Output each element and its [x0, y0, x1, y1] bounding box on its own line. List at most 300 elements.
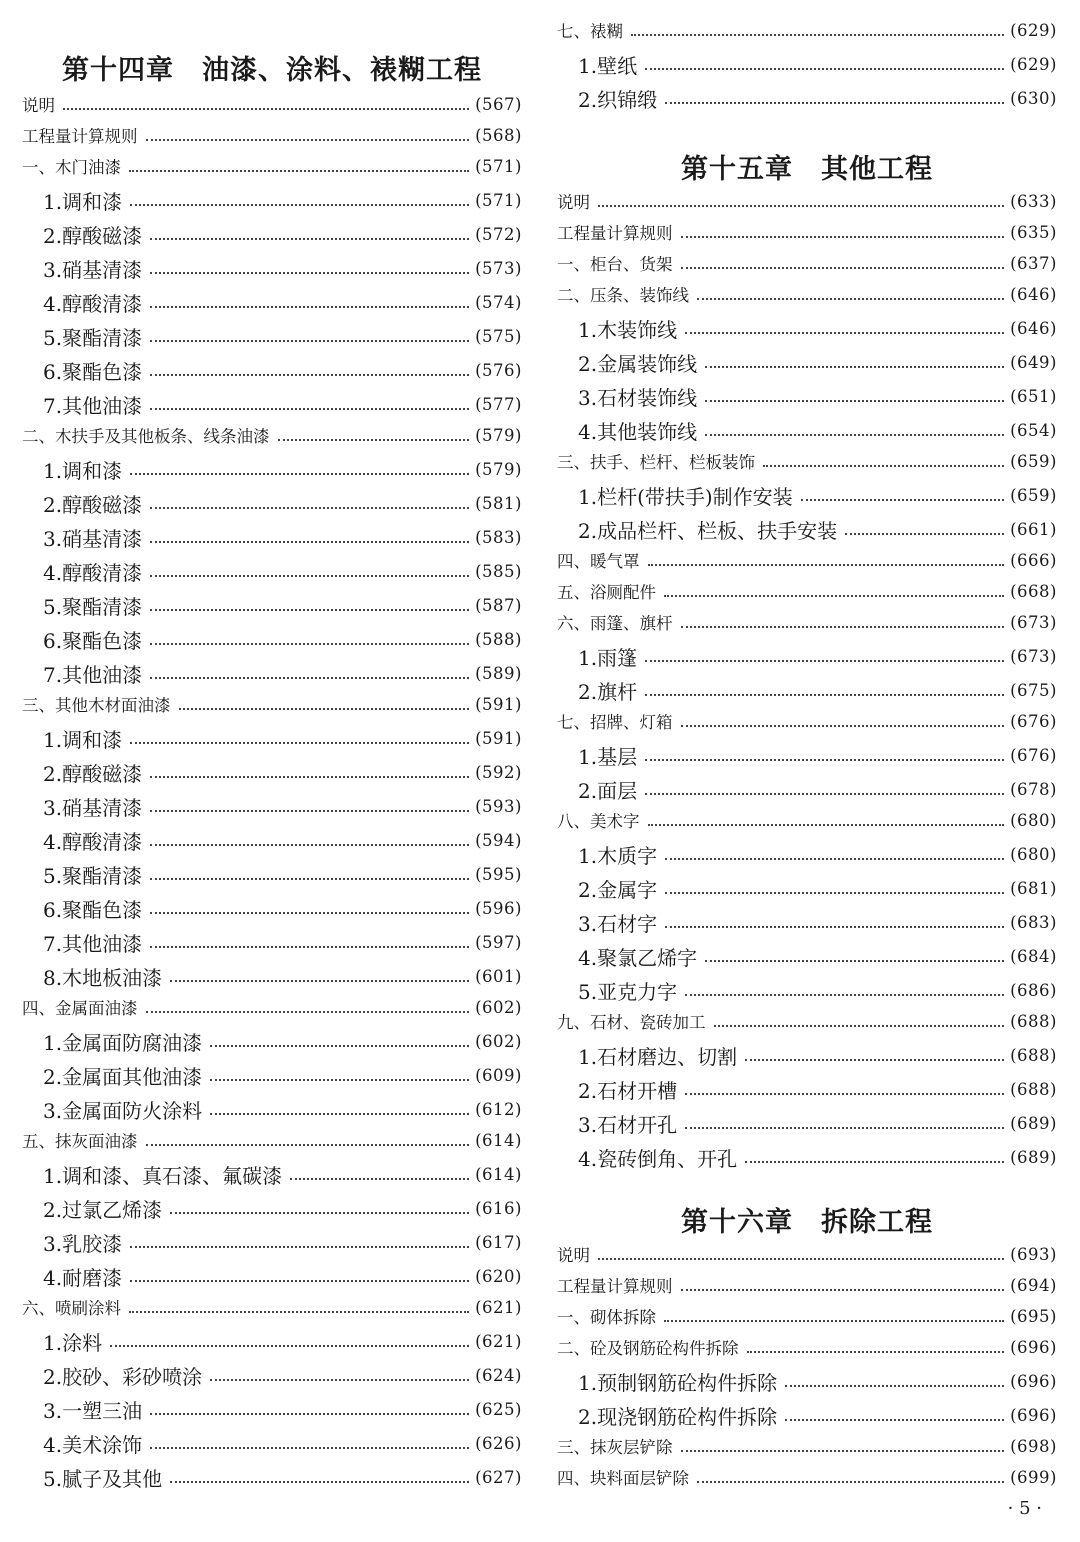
toc-dot-leader: [170, 1212, 469, 1214]
toc-subsection-entry[interactable]: [557, 939, 1057, 973]
toc-subsection-entry[interactable]: [22, 319, 522, 353]
toc-entry-title: 2.石材开槽: [578, 1078, 678, 1103]
toc-entry-title: 五、抹灰面油漆: [22, 1132, 138, 1151]
toc-section-entry[interactable]: [557, 1271, 1057, 1299]
toc-page-number: (614): [475, 1130, 522, 1150]
chapter-16-number: 第十六章: [681, 1207, 793, 1238]
toc-subsection-entry[interactable]: [22, 588, 522, 622]
toc-entry-title: 六、雨篷、旗杆: [557, 614, 673, 633]
toc-subsection-entry[interactable]: [557, 1106, 1057, 1140]
toc-entry-title: 2.醇酸磁漆: [43, 492, 143, 517]
toc-page-number: (696): [1010, 1337, 1057, 1357]
toc-section-entry[interactable]: [557, 1463, 1057, 1491]
toc-page-number: (686): [1010, 980, 1057, 1000]
toc-dot-leader: [150, 541, 469, 543]
chapter-16-title: 拆除工程: [821, 1207, 933, 1238]
toc-entry-title: 2.旗杆: [578, 679, 638, 704]
toc-page-number: (591): [475, 694, 522, 714]
toc-entry-title: 5.聚酯清漆: [43, 325, 143, 350]
toc-dot-leader: [685, 1093, 1004, 1095]
toc-entry-title: 一、木门油漆: [22, 158, 121, 177]
toc-subsection-entry[interactable]: [557, 1140, 1057, 1174]
toc-subsection-entry[interactable]: [22, 285, 522, 319]
toc-subsection-entry[interactable]: [22, 1058, 522, 1092]
toc-subsection-entry[interactable]: [22, 1324, 522, 1358]
toc-dot-leader: [146, 1011, 470, 1013]
toc-entry-title: 1.调和漆: [43, 189, 123, 214]
toc-dot-leader: [645, 759, 1004, 761]
toc-subsection-entry[interactable]: [22, 452, 522, 486]
toc-entry-title: 5.聚酯清漆: [43, 863, 143, 888]
toc-entry-title: 2.醇酸磁漆: [43, 761, 143, 786]
toc-dot-leader: [665, 926, 1004, 928]
toc-page-number: (589): [475, 663, 522, 683]
toc-entry-title: 7.其他油漆: [43, 393, 143, 418]
toc-dot-leader: [681, 267, 1005, 269]
toc-entry-title: 1.调和漆、真石漆、氟碳漆: [43, 1163, 283, 1188]
toc-dot-leader: [130, 473, 469, 475]
toc-section-entry[interactable]: [557, 447, 1057, 475]
toc-dot-leader: [129, 170, 469, 172]
toc-dot-leader: [648, 564, 1005, 566]
toc-entry-title: 七、裱糊: [557, 22, 623, 41]
toc-dot-leader: [705, 400, 1004, 402]
toc-page-number: (698): [1010, 1436, 1057, 1456]
toc-dot-leader: [150, 643, 469, 645]
toc-entry-title: 工程量计算规则: [557, 224, 673, 243]
toc-page-number: (630): [1010, 88, 1057, 108]
toc-entry-title: 五、浴厕配件: [557, 583, 656, 602]
toc-dot-leader: [130, 204, 469, 206]
toc-dot-leader: [150, 1447, 469, 1449]
toc-subsection-entry[interactable]: [22, 823, 522, 857]
toc-page-number: (591): [475, 728, 522, 748]
toc-page-number: (593): [475, 796, 522, 816]
toc-page-number: (626): [475, 1433, 522, 1453]
toc-entry-title: 1.木装饰线: [578, 317, 678, 342]
toc-dot-leader: [150, 810, 469, 812]
toc-entry-title: 2.织锦缎: [578, 87, 658, 112]
toc-page-number: (592): [475, 762, 522, 782]
toc-subsection-entry[interactable]: [557, 311, 1057, 345]
toc-section-entry[interactable]: [22, 1126, 522, 1154]
toc-dot-leader: [130, 1246, 469, 1248]
toc-subsection-entry[interactable]: [22, 891, 522, 925]
toc-entry-title: 6.聚酯色漆: [43, 628, 143, 653]
toc-section-entry[interactable]: [557, 546, 1057, 574]
toc-dot-leader: [681, 626, 1005, 628]
toc-subsection-entry[interactable]: [22, 959, 522, 993]
toc-section-entry[interactable]: [557, 1240, 1057, 1268]
toc-section-entry[interactable]: [557, 1007, 1057, 1035]
toc-entry-title: 三、抹灰层铲除: [557, 1438, 673, 1457]
toc-section-entry[interactable]: [557, 16, 1057, 44]
toc-subsection-entry[interactable]: [557, 738, 1057, 772]
toc-subsection-entry[interactable]: [22, 1358, 522, 1392]
toc-subsection-entry[interactable]: [22, 1157, 522, 1191]
toc-section-entry[interactable]: [22, 1293, 522, 1321]
toc-dot-leader: [150, 677, 469, 679]
toc-section-entry[interactable]: [557, 1432, 1057, 1460]
chapter-14-title: 油漆、涂料、裱糊工程: [202, 55, 482, 86]
toc-dot-leader: [290, 1178, 469, 1180]
toc-page-number: (646): [1010, 318, 1057, 338]
toc-subsection-entry[interactable]: [22, 1460, 522, 1494]
toc-subsection-entry[interactable]: [557, 871, 1057, 905]
toc-dot-leader: [150, 912, 469, 914]
toc-page-number: (577): [475, 394, 522, 414]
toc-dot-leader: [150, 844, 469, 846]
toc-dot-leader: [150, 374, 469, 376]
toc-dot-leader: [801, 499, 1004, 501]
toc-dot-leader: [685, 1127, 1004, 1129]
toc-section-entry[interactable]: [22, 121, 522, 149]
toc-subsection-entry[interactable]: [22, 656, 522, 690]
toc-page-number: (676): [1010, 711, 1057, 731]
toc-subsection-entry[interactable]: [22, 1426, 522, 1460]
toc-section-entry[interactable]: [22, 421, 522, 449]
toc-subsection-entry[interactable]: [22, 387, 522, 421]
toc-page-number: (696): [1010, 1371, 1057, 1391]
toc-dot-leader: [845, 533, 1004, 535]
toc-dot-leader: [210, 1379, 469, 1381]
page-number: · 5 ·: [1007, 1498, 1042, 1519]
toc-entry-title: 4.其他装饰线: [578, 419, 698, 444]
toc-page-number: (678): [1010, 779, 1057, 799]
chapter-14-number: 第十四章: [62, 55, 174, 86]
toc-entry-title: 3.硝基清漆: [43, 795, 143, 820]
toc-page-number: (654): [1010, 420, 1057, 440]
toc-subsection-entry[interactable]: [22, 183, 522, 217]
toc-dot-leader: [645, 68, 1004, 70]
toc-entry-title: 3.硝基清漆: [43, 257, 143, 282]
toc-subsection-entry[interactable]: [22, 1191, 522, 1225]
toc-subsection-entry[interactable]: [22, 1392, 522, 1426]
toc-subsection-entry[interactable]: [557, 673, 1057, 707]
toc-dot-leader: [645, 694, 1004, 696]
toc-dot-leader: [150, 272, 469, 274]
toc-dot-leader: [665, 892, 1004, 894]
toc-page-number: (601): [475, 966, 522, 986]
toc-dot-leader: [648, 824, 1005, 826]
toc-page-number: (689): [1010, 1113, 1057, 1133]
toc-page-number: (651): [1010, 386, 1057, 406]
toc-page-number: (567): [475, 94, 522, 114]
toc-subsection-entry[interactable]: [22, 755, 522, 789]
toc-dot-leader: [714, 1025, 1005, 1027]
toc-subsection-entry[interactable]: [22, 925, 522, 959]
toc-entry-title: 八、美术字: [557, 812, 640, 831]
toc-entry-title: 3.硝基清漆: [43, 526, 143, 551]
toc-page-number: (694): [1010, 1275, 1057, 1295]
toc-subsection-entry[interactable]: [557, 639, 1057, 673]
toc-page-number: (676): [1010, 745, 1057, 765]
toc-subsection-entry[interactable]: [557, 973, 1057, 1007]
toc-page-number: (696): [1010, 1405, 1057, 1425]
toc-page-number: (666): [1010, 550, 1057, 570]
toc-dot-leader: [210, 1079, 469, 1081]
toc-entry-title: 说明: [557, 193, 590, 212]
toc-page-number: (629): [1010, 54, 1057, 74]
toc-subsection-entry[interactable]: [557, 1038, 1057, 1072]
toc-dot-leader: [705, 960, 1004, 962]
toc-entry-title: 四、暖气罩: [557, 552, 640, 571]
toc-entry-title: 3.石材装饰线: [578, 385, 698, 410]
toc-subsection-entry[interactable]: [22, 789, 522, 823]
toc-page-number: (646): [1010, 284, 1057, 304]
toc-page-number: (602): [475, 1031, 522, 1051]
toc-entry-title: 二、砼及钢筋砼构件拆除: [557, 1339, 739, 1358]
toc-page-number: (585): [475, 561, 522, 581]
toc-dot-leader: [645, 660, 1004, 662]
toc-subsection-entry[interactable]: [557, 772, 1057, 806]
toc-entry-title: 2.金属字: [578, 877, 658, 902]
toc-entry-title: 6.聚酯色漆: [43, 897, 143, 922]
toc-page-number: (627): [475, 1467, 522, 1487]
toc-page-number: (588): [475, 629, 522, 649]
toc-subsection-entry[interactable]: [557, 478, 1057, 512]
toc-entry-title: 1.栏杆(带扶手)制作安装: [578, 484, 793, 509]
toc-dot-leader: [697, 1481, 1004, 1483]
toc-entry-title: 1.木质字: [578, 843, 658, 868]
toc-subsection-entry[interactable]: [22, 486, 522, 520]
toc-dot-leader: [763, 465, 1004, 467]
toc-dot-leader: [130, 1280, 469, 1282]
chapter-15-heading: [557, 147, 1057, 186]
toc-page-number: (633): [1010, 191, 1057, 211]
toc-page-number: (621): [475, 1297, 522, 1317]
toc-entry-title: 工程量计算规则: [22, 127, 138, 146]
chapter-14-heading: [22, 48, 522, 87]
toc-section-entry[interactable]: [22, 90, 522, 118]
toc-subsection-entry[interactable]: [22, 1225, 522, 1259]
toc-entry-title: 7.其他油漆: [43, 662, 143, 687]
toc-entry-title: 4.美术涂饰: [43, 1432, 143, 1457]
toc-page-number: (616): [475, 1198, 522, 1218]
toc-subsection-entry[interactable]: [557, 1072, 1057, 1106]
toc-entry-title: 8.木地板油漆: [43, 965, 163, 990]
toc-section-entry[interactable]: [557, 707, 1057, 735]
toc-page-number: (629): [1010, 20, 1057, 40]
toc-page-number: (693): [1010, 1244, 1057, 1264]
toc-subsection-entry[interactable]: [22, 721, 522, 755]
toc-dot-leader: [631, 34, 1004, 36]
toc-subsection-entry[interactable]: [557, 837, 1057, 871]
toc-page-number: (579): [475, 425, 522, 445]
toc-entry-title: 6.聚酯色漆: [43, 359, 143, 384]
toc-dot-leader: [150, 1413, 469, 1415]
toc-entry-title: 二、木扶手及其他板条、线条油漆: [22, 427, 270, 446]
toc-entry-title: 二、压条、装饰线: [557, 286, 689, 305]
toc-subsection-entry[interactable]: [557, 1364, 1057, 1398]
toc-subsection-entry[interactable]: [557, 81, 1057, 115]
toc-subsection-entry[interactable]: [557, 905, 1057, 939]
toc-section-entry[interactable]: [557, 1333, 1057, 1361]
toc-entry-title: 1.壁纸: [578, 53, 638, 78]
toc-dot-leader: [705, 366, 1004, 368]
toc-entry-title: 3.石材字: [578, 911, 658, 936]
toc-subsection-entry[interactable]: [22, 251, 522, 285]
toc-dot-leader: [170, 980, 469, 982]
toc-dot-leader: [150, 946, 469, 948]
toc-entry-title: 1.涂料: [43, 1330, 103, 1355]
toc-dot-leader: [170, 1481, 469, 1483]
toc-dot-leader: [129, 1311, 469, 1313]
toc-dot-leader: [150, 408, 469, 410]
toc-page-number: (661): [1010, 519, 1057, 539]
toc-dot-leader: [705, 434, 1004, 436]
toc-dot-leader: [110, 1345, 469, 1347]
toc-dot-leader: [681, 725, 1005, 727]
toc-subsection-entry[interactable]: [22, 1259, 522, 1293]
toc-subsection-entry[interactable]: [22, 217, 522, 251]
toc-section-entry[interactable]: [557, 249, 1057, 277]
toc-entry-title: 2.现浇钢筋砼构件拆除: [578, 1404, 778, 1429]
toc-entry-title: 5.亚克力字: [578, 979, 678, 1004]
toc-subsection-entry[interactable]: [557, 1398, 1057, 1432]
toc-page-number: (637): [1010, 253, 1057, 273]
toc-entry-title: 一、柜台、货架: [557, 255, 673, 274]
toc-entry-title: 2.面层: [578, 778, 638, 803]
toc-entry-title: 1.石材磨边、切割: [578, 1044, 738, 1069]
toc-page-number: (617): [475, 1232, 522, 1252]
toc-entry-title: 1.调和漆: [43, 458, 123, 483]
toc-section-entry[interactable]: [557, 608, 1057, 636]
toc-entry-title: 1.基层: [578, 744, 638, 769]
toc-section-entry[interactable]: [22, 993, 522, 1021]
toc-section-entry[interactable]: [557, 806, 1057, 834]
toc-dot-leader: [130, 742, 469, 744]
toc-page-number: (688): [1010, 1079, 1057, 1099]
toc-page-number: (594): [475, 830, 522, 850]
toc-entry-title: 三、其他木材面油漆: [22, 696, 171, 715]
toc-subsection-entry[interactable]: [22, 554, 522, 588]
toc-section-entry[interactable]: [557, 218, 1057, 246]
toc-page-number: (571): [475, 156, 522, 176]
toc-dot-leader: [785, 1385, 1004, 1387]
toc-entry-title: 2.胶砂、彩砂喷涂: [43, 1364, 203, 1389]
toc-page-number: (695): [1010, 1306, 1057, 1326]
toc-dot-leader: [150, 340, 469, 342]
toc-dot-leader: [146, 139, 470, 141]
toc-subsection-entry[interactable]: [22, 1024, 522, 1058]
toc-page-number: (688): [1010, 1045, 1057, 1065]
toc-page-number: (576): [475, 360, 522, 380]
toc-page-number: (683): [1010, 912, 1057, 932]
toc-dot-leader: [598, 1258, 1004, 1260]
toc-subsection-entry[interactable]: [557, 413, 1057, 447]
toc-subsection-entry[interactable]: [557, 512, 1057, 546]
toc-entry-title: 七、招牌、灯箱: [557, 713, 673, 732]
toc-dot-leader: [745, 1161, 1004, 1163]
toc-entry-title: 3.金属面防火涂料: [43, 1098, 203, 1123]
toc-subsection-entry[interactable]: [22, 353, 522, 387]
toc-entry-title: 7.其他油漆: [43, 931, 143, 956]
toc-entry-title: 说明: [22, 96, 55, 115]
toc-page-number: (609): [475, 1065, 522, 1085]
toc-page-number: (595): [475, 864, 522, 884]
toc-entry-title: 一、砌体拆除: [557, 1308, 656, 1327]
toc-dot-leader: [210, 1113, 469, 1115]
toc-dot-leader: [681, 236, 1005, 238]
toc-page-number: (596): [475, 898, 522, 918]
toc-page-number: (649): [1010, 352, 1057, 372]
toc-page-number: (579): [475, 459, 522, 479]
toc-entry-title: 3.石材开孔: [578, 1112, 678, 1137]
toc-subsection-entry[interactable]: [22, 1092, 522, 1126]
toc-section-entry[interactable]: [557, 187, 1057, 215]
toc-entry-title: 2.成品栏杆、栏板、扶手安装: [578, 518, 838, 543]
toc-entry-title: 4.耐磨漆: [43, 1265, 123, 1290]
toc-entry-title: 2.醇酸磁漆: [43, 223, 143, 248]
toc-entry-title: 5.聚酯清漆: [43, 594, 143, 619]
toc-entry-title: 三、扶手、栏杆、栏板装饰: [557, 453, 755, 472]
toc-page-number: (689): [1010, 1147, 1057, 1167]
toc-entry-title: 4.醇酸清漆: [43, 291, 143, 316]
toc-page-number: (583): [475, 527, 522, 547]
toc-section-entry[interactable]: [557, 280, 1057, 308]
toc-dot-leader: [146, 1144, 470, 1146]
toc-page-number: (614): [475, 1164, 522, 1184]
toc-entry-title: 1.金属面防腐油漆: [43, 1030, 203, 1055]
toc-page-number: (612): [475, 1099, 522, 1119]
toc-dot-leader: [747, 1351, 1005, 1353]
toc-dot-leader: [150, 306, 469, 308]
toc-page-number: (620): [475, 1266, 522, 1286]
toc-dot-leader: [685, 332, 1004, 334]
chapter-16-heading: [557, 1200, 1057, 1239]
toc-page-number: (625): [475, 1399, 522, 1419]
toc-subsection-entry[interactable]: [22, 622, 522, 656]
toc-section-entry[interactable]: [557, 577, 1057, 605]
toc-page-number: (575): [475, 326, 522, 346]
toc-entry-title: 2.金属面其他油漆: [43, 1064, 203, 1089]
toc-page-number: (602): [475, 997, 522, 1017]
chapter-15-number: 第十五章: [681, 154, 793, 185]
toc-subsection-entry[interactable]: [557, 47, 1057, 81]
toc-dot-leader: [681, 1289, 1005, 1291]
toc-section-entry[interactable]: [557, 1302, 1057, 1330]
toc-page-number: (699): [1010, 1467, 1057, 1487]
toc-entry-title: 1.调和漆: [43, 727, 123, 752]
toc-entry-title: 2.金属装饰线: [578, 351, 698, 376]
toc-entry-title: 六、喷刷涂料: [22, 1299, 121, 1318]
toc-page-number: (573): [475, 258, 522, 278]
toc-dot-leader: [598, 205, 1004, 207]
toc-dot-leader: [278, 439, 470, 441]
toc-entry-title: 3.乳胶漆: [43, 1231, 123, 1256]
toc-entry-title: 3.一塑三油: [43, 1398, 143, 1423]
toc-page-number: (635): [1010, 222, 1057, 242]
toc-subsection-entry[interactable]: [22, 857, 522, 891]
toc-subsection-entry[interactable]: [557, 379, 1057, 413]
toc-subsection-entry[interactable]: [557, 345, 1057, 379]
toc-dot-leader: [150, 776, 469, 778]
toc-entry-title: 四、块料面层铲除: [557, 1469, 689, 1488]
toc-entry-title: 工程量计算规则: [557, 1277, 673, 1296]
toc-dot-leader: [664, 1320, 1004, 1322]
toc-dot-leader: [150, 878, 469, 880]
toc-dot-leader: [697, 298, 1004, 300]
toc-page-number: (681): [1010, 878, 1057, 898]
toc-dot-leader: [150, 507, 469, 509]
toc-section-entry[interactable]: [22, 690, 522, 718]
toc-subsection-entry[interactable]: [22, 520, 522, 554]
toc-page-number: (597): [475, 932, 522, 952]
toc-entry-title: 5.腻子及其他: [43, 1466, 163, 1491]
toc-page-number: (624): [475, 1365, 522, 1385]
toc-section-entry[interactable]: [22, 152, 522, 180]
